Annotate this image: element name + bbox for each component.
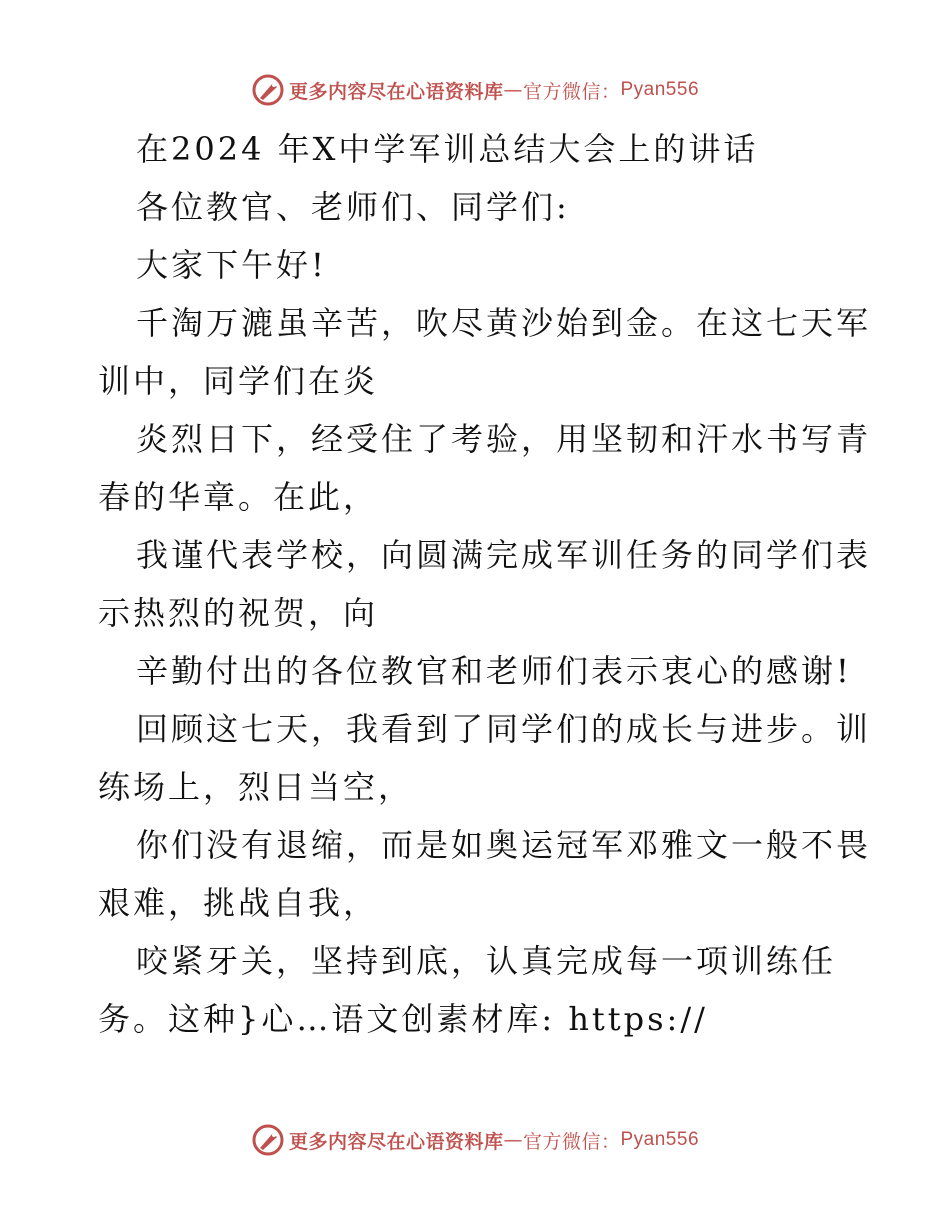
document-line: 咬紧牙关，坚持到底，认真完成每一项训练任 — [136, 942, 837, 980]
document-line: 千淘万漉虽辛苦，吹尽黄沙始到金。在这七天军 — [136, 304, 872, 342]
document-line: 我谨代表学校，向圆满完成军训任务的同学们表 — [136, 536, 872, 574]
document-line: 炎烈日下，经受住了考验，用坚韧和汗水书写青 — [136, 420, 872, 458]
document-line: 你们没有退缩，而是如奥运冠军邓雅文一般不畏 — [136, 826, 872, 864]
pen-nib-logo-icon — [251, 1123, 285, 1157]
document-line: 各位教官、老师们、同学们: — [136, 188, 570, 226]
watermark-id: Pyan556 — [620, 1129, 700, 1150]
footer-watermark — [0, 1120, 950, 1160]
watermark-brand: 更多内容尽在心语资料库 — [288, 1130, 504, 1153]
document-line: 示热烈的祝贺，向 — [98, 594, 379, 632]
document-line: 艰难，挑战自我， — [98, 884, 379, 922]
watermark-separator: — — [503, 1129, 523, 1151]
document-line: 训中，同学们在炎 — [98, 362, 379, 400]
document-line: 大家下午好! — [136, 246, 327, 284]
header-watermark — [0, 70, 950, 110]
document-line: 辛勤付出的各位教官和老师们表示衷心的感谢! — [136, 652, 852, 690]
watermark-separator: — — [503, 79, 523, 101]
document-line: 练场上，烈日当空， — [98, 768, 414, 806]
pen-nib-logo-icon — [251, 73, 285, 107]
watermark-id: Pyan556 — [620, 79, 700, 100]
watermark-label: 官方微信： — [522, 80, 621, 103]
watermark-brand: 更多内容尽在心语资料库 — [288, 80, 504, 103]
watermark-label: 官方微信： — [522, 1130, 621, 1153]
document-line: 在2024 年X中学军训总结大会上的讲话 — [136, 130, 759, 168]
document-body — [98, 120, 872, 1048]
document-line: 回顾这七天，我看到了同学们的成长与进步。训 — [136, 710, 872, 748]
document-line: 春的华章。在此， — [98, 478, 379, 516]
document-line: 务。这种}心…语文创素材库: https:// — [98, 1000, 708, 1038]
